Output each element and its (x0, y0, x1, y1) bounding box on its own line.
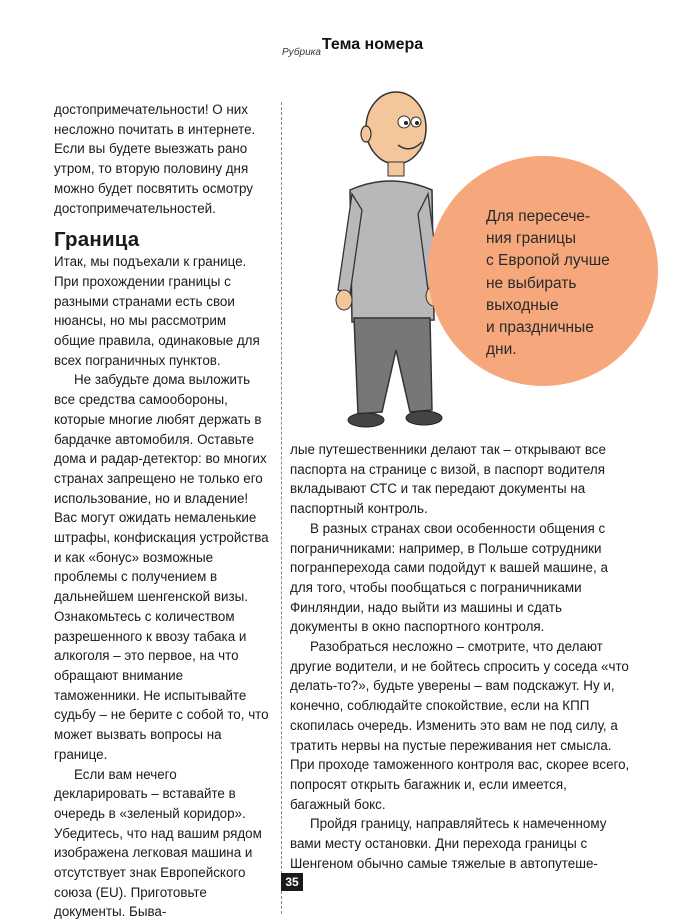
paragraph-gap (54, 218, 269, 228)
quote-line: с Европой лучше (486, 250, 636, 272)
callout-quote (486, 206, 636, 361)
page-number: 35 (281, 873, 303, 891)
quote-line: и праздничные (486, 317, 636, 339)
quote-line: Для пересече- (486, 206, 636, 228)
quote-line: не выбирать (486, 273, 636, 295)
section-heading: Граница (54, 228, 269, 252)
left-column (54, 100, 269, 922)
left-paragraph-2: Итак, мы подъехали к границе. При прохождении границы с разными странами есть свои нюансы, но мы рассмотрим общие правила, одинаковые для всех пограничных пунктов. (54, 252, 269, 370)
left-paragraph-4: Если вам нечего декларировать – вставайте в очередь в «зеленый коридор». Убедитесь, что над вашим рядом изображена легковая машина и отсутствует знак Европейского союза (EU). Приготовьте документы. Быва- (54, 765, 269, 922)
left-paragraph-1: достопримечательности! О них несложно почитать в интернете. Если вы будете выезжать рано утром, то вторую половину дня можно будет посвятить осмотру достопримечательностей. (54, 100, 269, 218)
section-title: Тема номера (322, 36, 423, 53)
rubric-label: Рубрика (282, 47, 321, 58)
page-header (282, 36, 423, 54)
left-paragraph-3: Не забудьте дома выложить все средства самообороны, которые многие любят держать в бардачке автомобиля. Оставьте дома и радар-детектор: во многих странах запрещено не только его использование, но и владение! Вас могут ожидать немаленькие штрафы, конфискация устройства и как «бонус» возможные проблемы с получением в дальнейшем шенгенской визы. Ознакомьтесь с количеством разрешенного к ввозу табака и алкоголя – это первое, на что обращают внимание таможенники. Не испытывайте судьбу – не берите с собой то, что может вызвать вопросы на границе. (54, 370, 269, 764)
quote-line: выходные (486, 295, 636, 317)
quote-line: дни. (486, 339, 636, 361)
right-paragraph-3: Разобраться несложно – смотрите, что делают другие водители, и не бойтесь спросить у соседа «что делать-то?», будьте уверены – вам подскажут. Ну и, конечно, соблюдайте спокойствие, если на КПП скопилась очередь. Изменить это вам не под силу, а тратить нервы на пустые переживания нет смысла. При проходе таможенного контроля вас, скорее всего, попросят открыть багажник и, если имеется, багажный бокс. (290, 637, 630, 814)
quote-line: ния границы (486, 228, 636, 250)
right-paragraph-4: Пройдя границу, направляйтесь к намеченному вами месту остановки. Дни перехода границы с Шенгеном обычно самые тяжелые в автопутеше- (290, 814, 630, 873)
column-divider (281, 102, 282, 914)
right-paragraph-2: В разных странах свои особенности общения с пограничниками: например, в Польше сотрудники погранперехода сами подойдут к вашей машине, а для того, чтобы пообщаться с пограничниками Финляндии, надо выйти из машины и сдать документы в окно паспортного контроля. (290, 519, 630, 637)
right-column (290, 440, 630, 873)
right-paragraph-1: лые путешественники делают так – открывают все паспорта на странице с визой, в паспорт водителя вкладывают СТС и так передают документы на паспортный контроль. (290, 440, 630, 519)
